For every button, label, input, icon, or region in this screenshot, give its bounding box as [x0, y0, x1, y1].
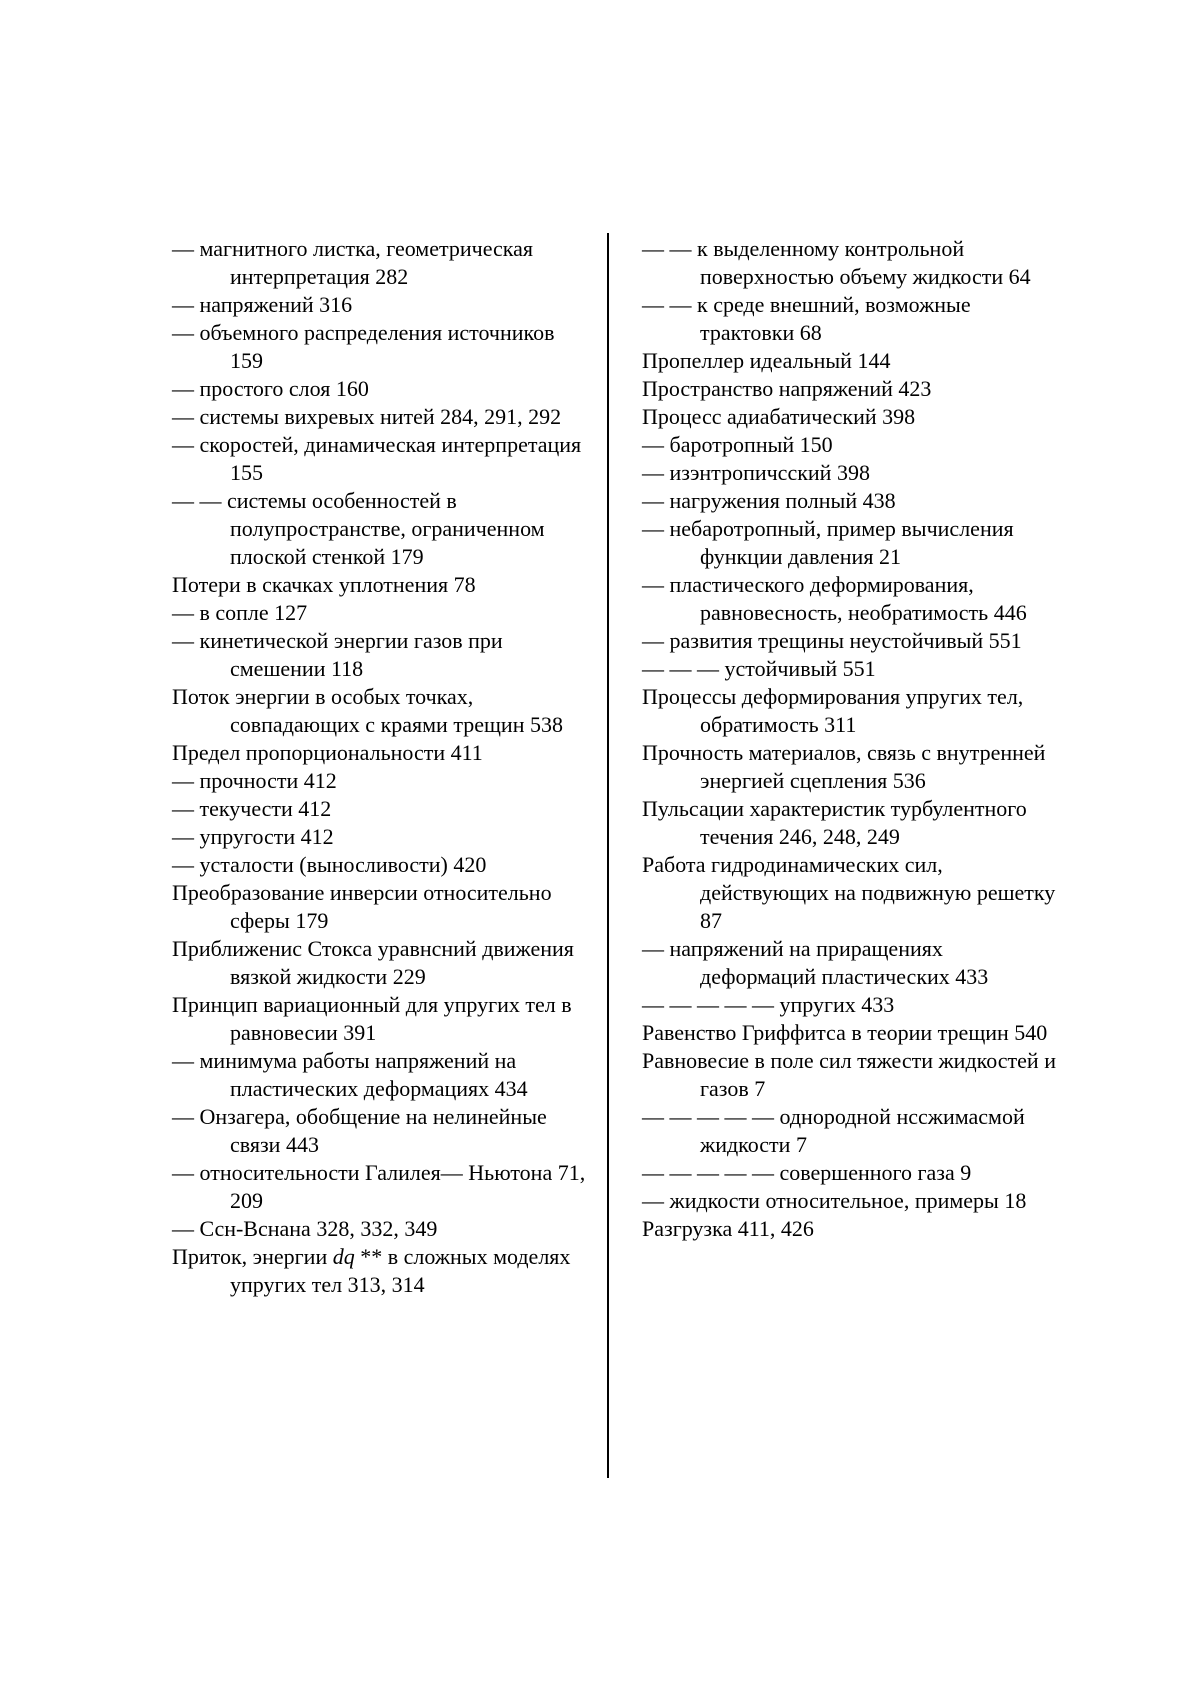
index-entry: Пространство напряжений 423 — [642, 376, 932, 401]
index-entry: — — системы особенностей в полупространстве, ограниченном плоской стенкой 179 — [172, 488, 545, 569]
index-entry: — напряжений на приращениях деформаций пластических 433 — [642, 936, 989, 989]
index-entry: — — — — — упругих 433 — [642, 992, 895, 1017]
index-entry: Пульсации характеристик турбулентного течения 246, 248, 249 — [642, 796, 1027, 849]
index-entry: — усталости (выносливости) 420 — [172, 852, 487, 877]
index-entry: Процесс адиабатический 398 — [642, 404, 916, 429]
entry-text: ** в сложных моделях упругих тел 313, 314 — [230, 1244, 571, 1297]
index-entry: — упругости 412 — [172, 824, 334, 849]
index-entry: — — — — — однородной нссжимасмой жидкости 7 — [642, 1104, 1025, 1157]
index-entry: — системы вихревых нитей 284, 291, 292 — [172, 404, 562, 429]
entry-text: Приток, энергии — [172, 1244, 333, 1269]
index-entry: — — — устойчивый 551 — [642, 656, 876, 681]
index-entry: — — — — — совершенного газа 9 — [642, 1160, 972, 1185]
index-entry: Работа гидродинамических сил, действующих на подвижную решетку 87 — [642, 852, 1056, 933]
math-symbol: dq — [332, 1244, 355, 1269]
index-entry: — прочности 412 — [172, 768, 337, 793]
index-entry: — — к среде внешний, возможные трактовки 68 — [642, 292, 971, 345]
index-entry: Пропеллер идеальный 144 — [642, 348, 891, 373]
index-entry: Разгрузка 411, 426 — [642, 1216, 814, 1241]
index-entry: Поток энергии в особых точках, совпадающих с краями трещин 538 — [172, 684, 563, 737]
index-entry: — пластического деформирования, равновесность, необратимость 446 — [642, 572, 1027, 625]
index-entry: — — к выделенному контрольной поверхностью объему жидкости 64 — [642, 236, 1031, 289]
index-entry: Равновесие в поле сил тяжести жидкостей и газов 7 — [642, 1048, 1056, 1101]
index-entry: — нагружения полный 438 — [642, 488, 896, 513]
index-entry: — скоростей, динамическая интерпретация 155 — [172, 432, 582, 485]
index-entry: — небаротропный, пример вычисления функции давления 21 — [642, 516, 1014, 569]
index-entry: — относительности Галилея— Ньютона 71, 209 — [172, 1160, 586, 1213]
index-entry: — текучести 412 — [172, 796, 332, 821]
index-entry: Процессы деформирования упругих тел, обратимость 311 — [642, 684, 1024, 737]
index-entry: — магнитного листка, геометрическая интерпретация 282 — [172, 236, 534, 289]
index-entry: — жидкости относительное, примеры 18 — [642, 1188, 1027, 1213]
index-column-right — [642, 235, 1060, 1243]
index-entry: — изэнтропичсский 398 — [642, 460, 870, 485]
index-entry: — Ссн-Вснана 328, 332, 349 — [172, 1216, 438, 1241]
index-entry: — объемного распределения источников 159 — [172, 320, 555, 373]
index-entry: — баротропный 150 — [642, 432, 833, 457]
index-entry: — развития трещины неустойчивый 551 — [642, 628, 1022, 653]
index-entry: — кинетической энергии газов при смешении 118 — [172, 628, 503, 681]
index-entry: Прочность материалов, связь с внутренней энергией сцепления 536 — [642, 740, 1046, 793]
index-entry: — Онзагера, обобщение на нелинейные связи 443 — [172, 1104, 547, 1157]
index-entry: Преобразование инверсии относительно сферы 179 — [172, 880, 552, 933]
index-entry: Потери в скачках уплотнения 78 — [172, 572, 476, 597]
index-entry: — простого слоя 160 — [172, 376, 369, 401]
index-entry: Принцип вариационный для упругих тел в равновесии 391 — [172, 992, 572, 1045]
index-entry: — напряжений 316 — [172, 292, 353, 317]
index-entry — [172, 1243, 590, 1299]
index-entry: Предел пропорциональности 411 — [172, 740, 483, 765]
index-entry: Приближенис Стокса уравнсний движения вязкой жидкости 229 — [172, 936, 574, 989]
index-column-left — [172, 235, 590, 1299]
column-divider — [607, 233, 609, 1478]
index-entry: — минимума работы напряжений на пластических деформациях 434 — [172, 1048, 528, 1101]
index-entry: Равенство Гриффитса в теории трещин 540 — [642, 1020, 1048, 1045]
index-entry: — в сопле 127 — [172, 600, 308, 625]
